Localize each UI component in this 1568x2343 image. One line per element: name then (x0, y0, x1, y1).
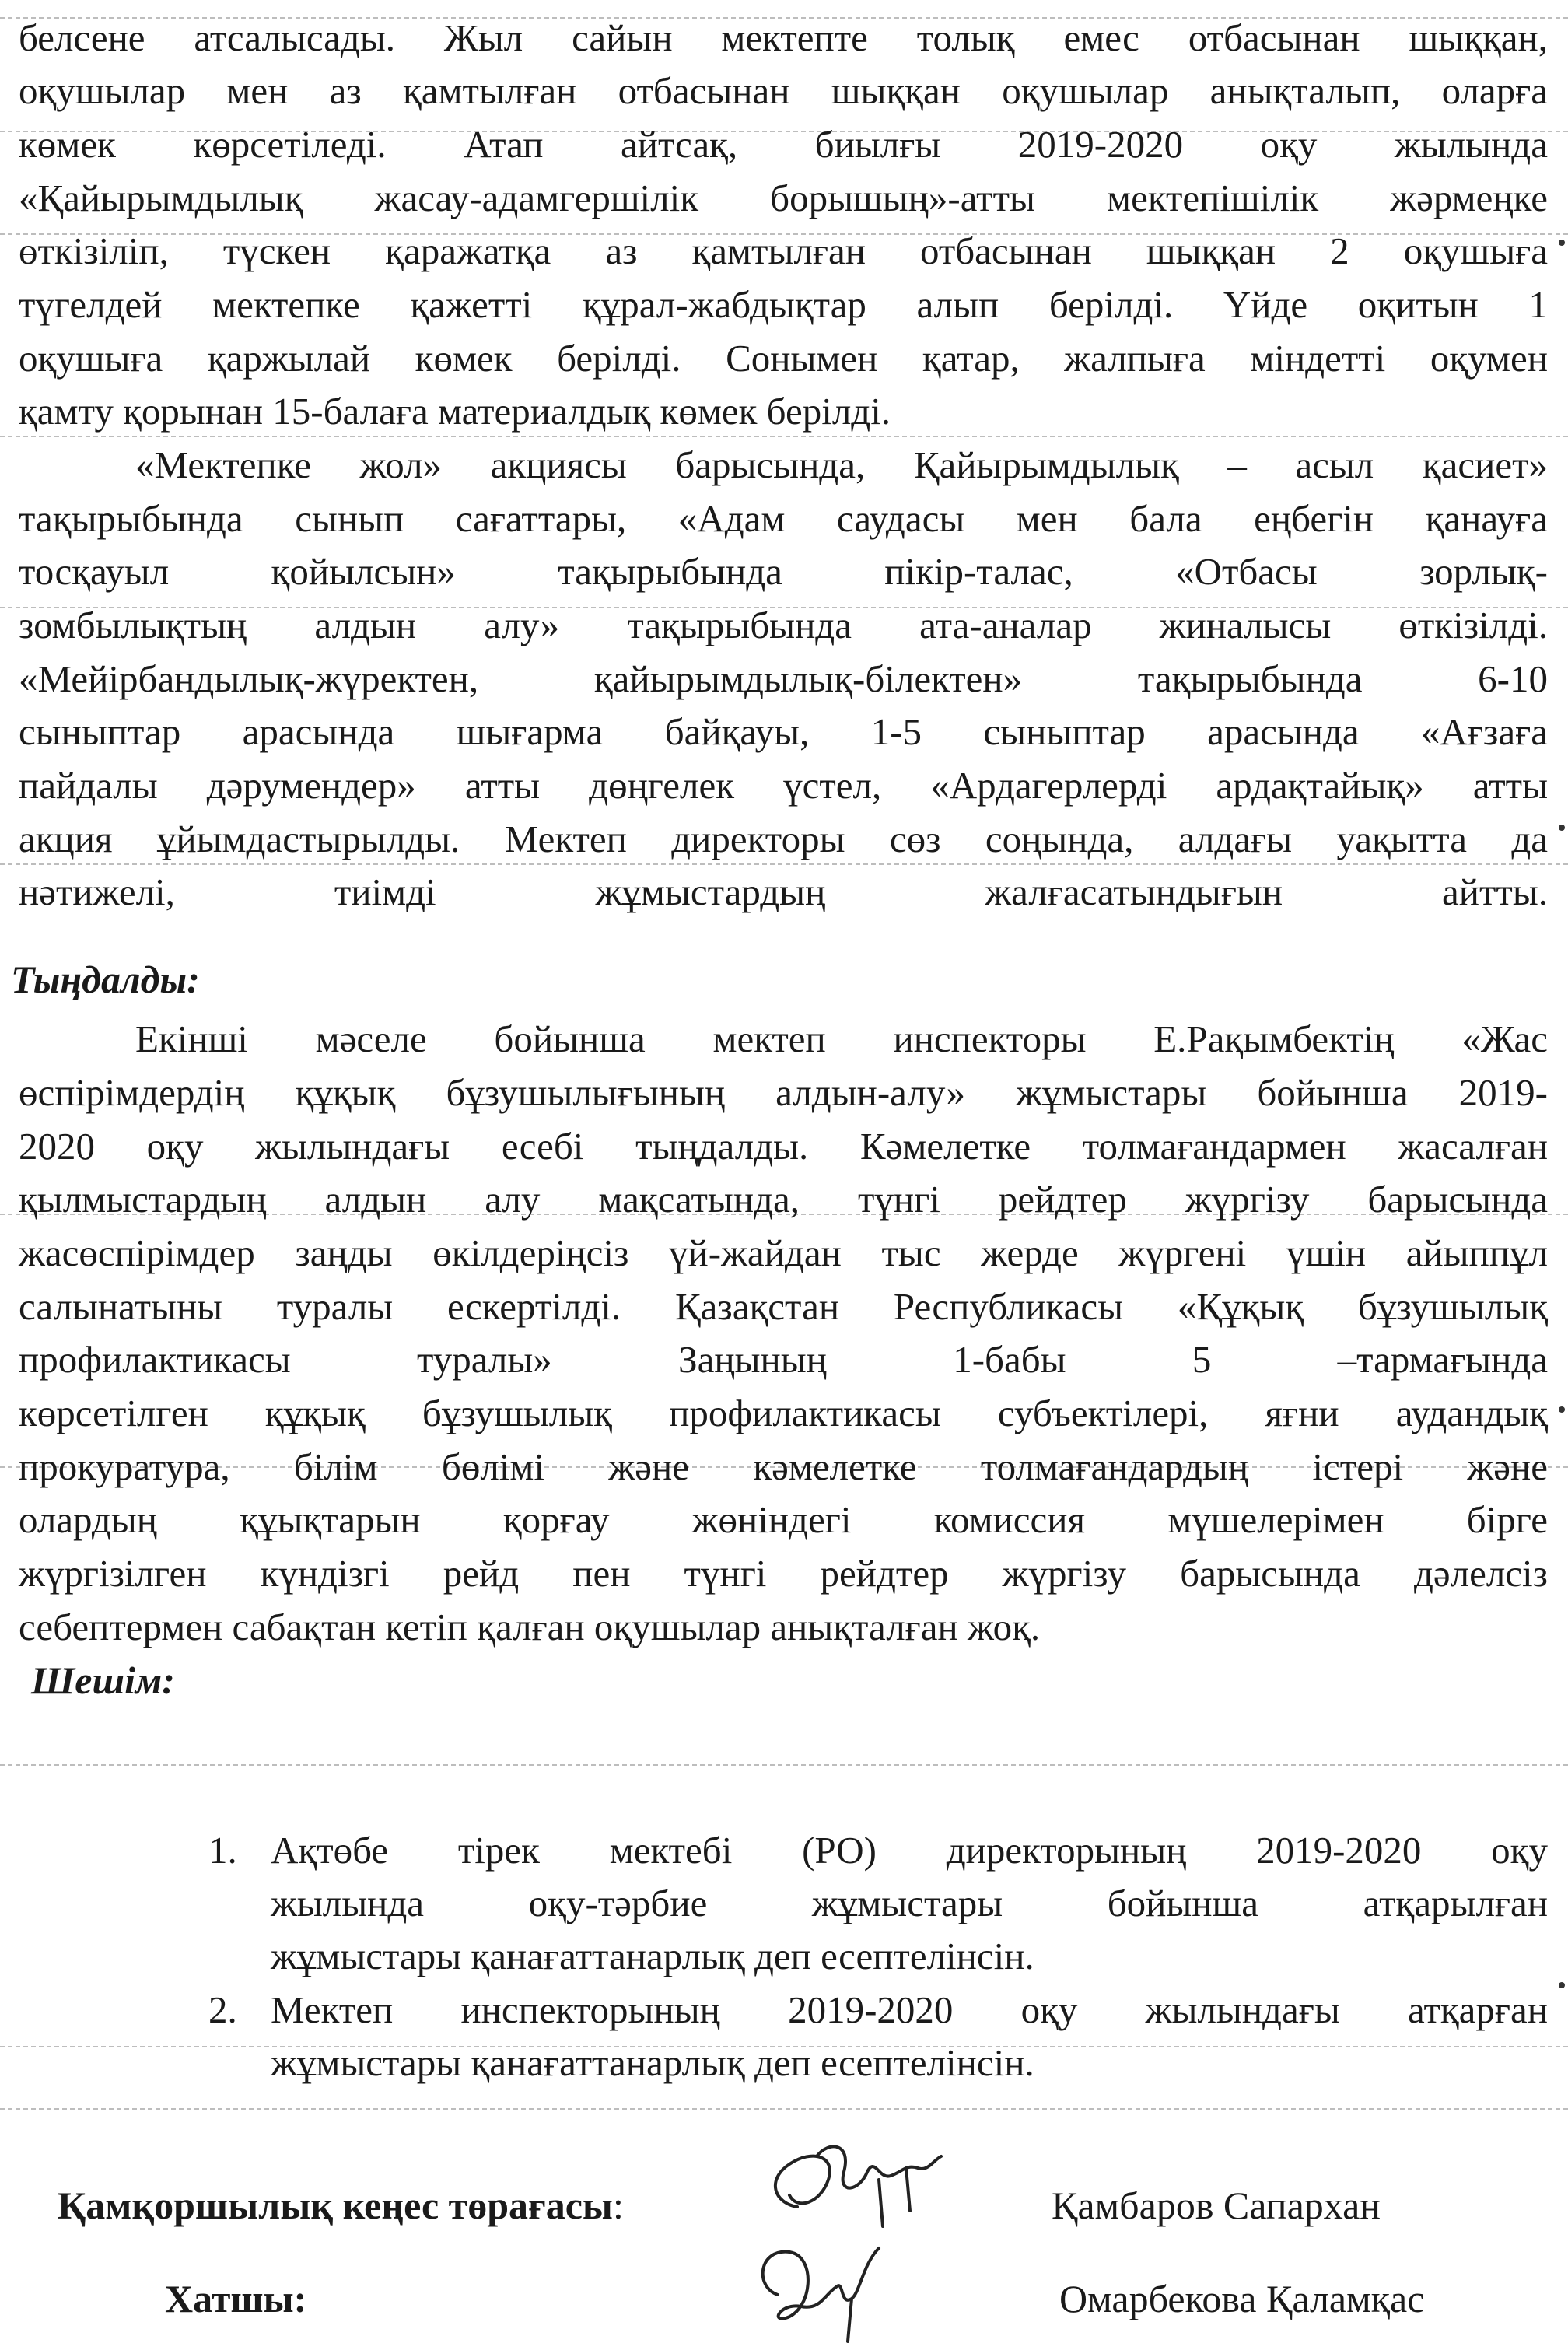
text-line: көрсетілген құқық бұзушылық профилактикасы субъектілері, яғни аудандық (19, 1392, 1548, 1434)
text-line: пайдалы дәрумендер» атты дөңгелек үстел, «Ардагерлерді ардақтайық» атты (19, 764, 1548, 807)
paper-rule (0, 1764, 1568, 1766)
text-line: тақырыбында сынып сағаттары, «Адам саудасы мен бала еңбегін қанауға (19, 497, 1548, 540)
secretary-signature (747, 2233, 918, 2343)
decision-line: жылында оқу-тәрбие жұмыстары бойынша атқарылған (271, 1882, 1548, 1924)
text-line: қамту қорынан 15-балаға материалдық көмек берілді. (19, 390, 891, 433)
scan-speck (1559, 825, 1565, 831)
chair-name: Қамбаров Сапархан (1052, 2184, 1381, 2227)
scan-speck (1559, 1982, 1565, 1988)
decision-line: Ақтөбе тірек мектебі (РО) директорының 2019-2020 оқу (271, 1829, 1548, 1872)
text-line: 2020 оқу жылындағы есебі тыңдалды. Кәмелетке толмағандармен жасалған (19, 1125, 1548, 1168)
text-line: нәтижелі, тиімді жұмыстардың жалғасатындығын айтты. (19, 870, 1548, 913)
secretary-name: Омарбекова Қаламқас (1059, 2277, 1425, 2320)
text-line: түгелдей мектепке қажетті құрал-жабдықтар алып берілді. Үйде оқитын 1 (19, 283, 1548, 326)
text-line: тосқауыл қойылсын» тақырыбында пікір-талас, «Отбасы зорлық- (19, 550, 1548, 593)
decision-line: жұмыстары қанағаттанарлық деп есептелінсін. (271, 2041, 1034, 2084)
text-line: акция ұйымдастырылды. Мектеп директоры сөз соңында, алдағы уақытта да (19, 818, 1548, 860)
decision-line: Мектеп инспекторының 2019-2020 оқу жылындағы атқарған (271, 1988, 1548, 2031)
text-line: оқушылар мен аз қамтылған отбасынан шыққан оқушылар анықталып, оларға (19, 69, 1548, 112)
text-line: Екінші мәселе бойынша мектеп инспекторы Е.Рақымбектің «Жас (135, 1017, 1548, 1060)
text-line: қылмыстардың алдын алу мақсатында, түнгі рейдтер жүргізу барысында (19, 1178, 1548, 1221)
section-heading-decision: Шешім: (31, 1658, 175, 1702)
decision-number: 1. (208, 1829, 237, 1872)
text-line: белсене атсалысады. Жыл сайын мектепте толық емес отбасынан шыққан, (19, 16, 1548, 59)
chair-signature (743, 2133, 976, 2242)
text-line: себептермен сабақтан кетіп қалған оқушылар анықталған жоқ. (19, 1606, 1041, 1648)
text-line: «Мектепке жол» акциясы барысында, Қайырымдылық – асыл қасиет» (135, 443, 1548, 486)
text-line: сыныптар арасында шығарма байқауы, 1-5 сыныптар арасында «Ағзаға (19, 710, 1548, 753)
text-line: «Қайырымдылық жасау-адамгершілік борышың»-атты мектепішілік жәрмеңке (19, 177, 1548, 219)
text-line: өткізіліп, түскен қаражатқа аз қамтылған отбасынан шыққан 2 оқушыға (19, 229, 1548, 272)
text-line: олардың құықтарын қорғау жөніндегі комиссия мүшелерімен бірге (19, 1498, 1548, 1541)
text-line: прокуратура, білім бөлімі және кәмелетке толмағандардың істері және (19, 1445, 1548, 1488)
section-heading-listened: Тыңдалды: (11, 958, 200, 1001)
paper-rule (0, 2108, 1568, 2110)
decision-number: 2. (208, 1988, 237, 2031)
text-line: жүргізілген күндізгі рейд пен түнгі рейдтер жүргізу барысында дәлелсіз (19, 1552, 1548, 1595)
decision-line: жұмыстары қанағаттанарлық деп есептелінсін. (271, 1935, 1034, 1977)
text-line: салынатыны туралы ескертілді. Қазақстан Республикасы «Құқық бұзушылық (19, 1285, 1548, 1328)
text-line: жасөспірімдер заңды өкілдеріңсіз үй-жайдан тыс жерде жүргені үшін айыппұл (19, 1231, 1548, 1274)
text-line: оқушыға қаржылай көмек берілді. Сонымен қатар, жалпыға міндетті оқумен (19, 337, 1548, 380)
scan-speck (1559, 240, 1565, 246)
text-line: профилактикасы туралы» Заңының 1-бабы 5 –тармағында (19, 1338, 1548, 1381)
text-line: зомбылықтың алдын алу» тақырыбында ата-аналар жиналысы өткізілді. (19, 604, 1548, 646)
secretary-label: Хатшы: (165, 2277, 307, 2320)
chair-label: Қамқоршылық кеңес төрағасы: (58, 2184, 624, 2227)
scan-speck (1559, 1406, 1565, 1413)
text-line: көмек көрсетіледі. Атап айтсақ, биылғы 2019-2020 оқу жылында (19, 123, 1548, 166)
text-line: «Мейірбандылық-жүректен, қайырымдылық-білектен» тақырыбында 6-10 (19, 657, 1548, 700)
text-line: өспірімдердің құқық бұзушылығының алдын-алу» жұмыстары бойынша 2019- (19, 1071, 1548, 1114)
